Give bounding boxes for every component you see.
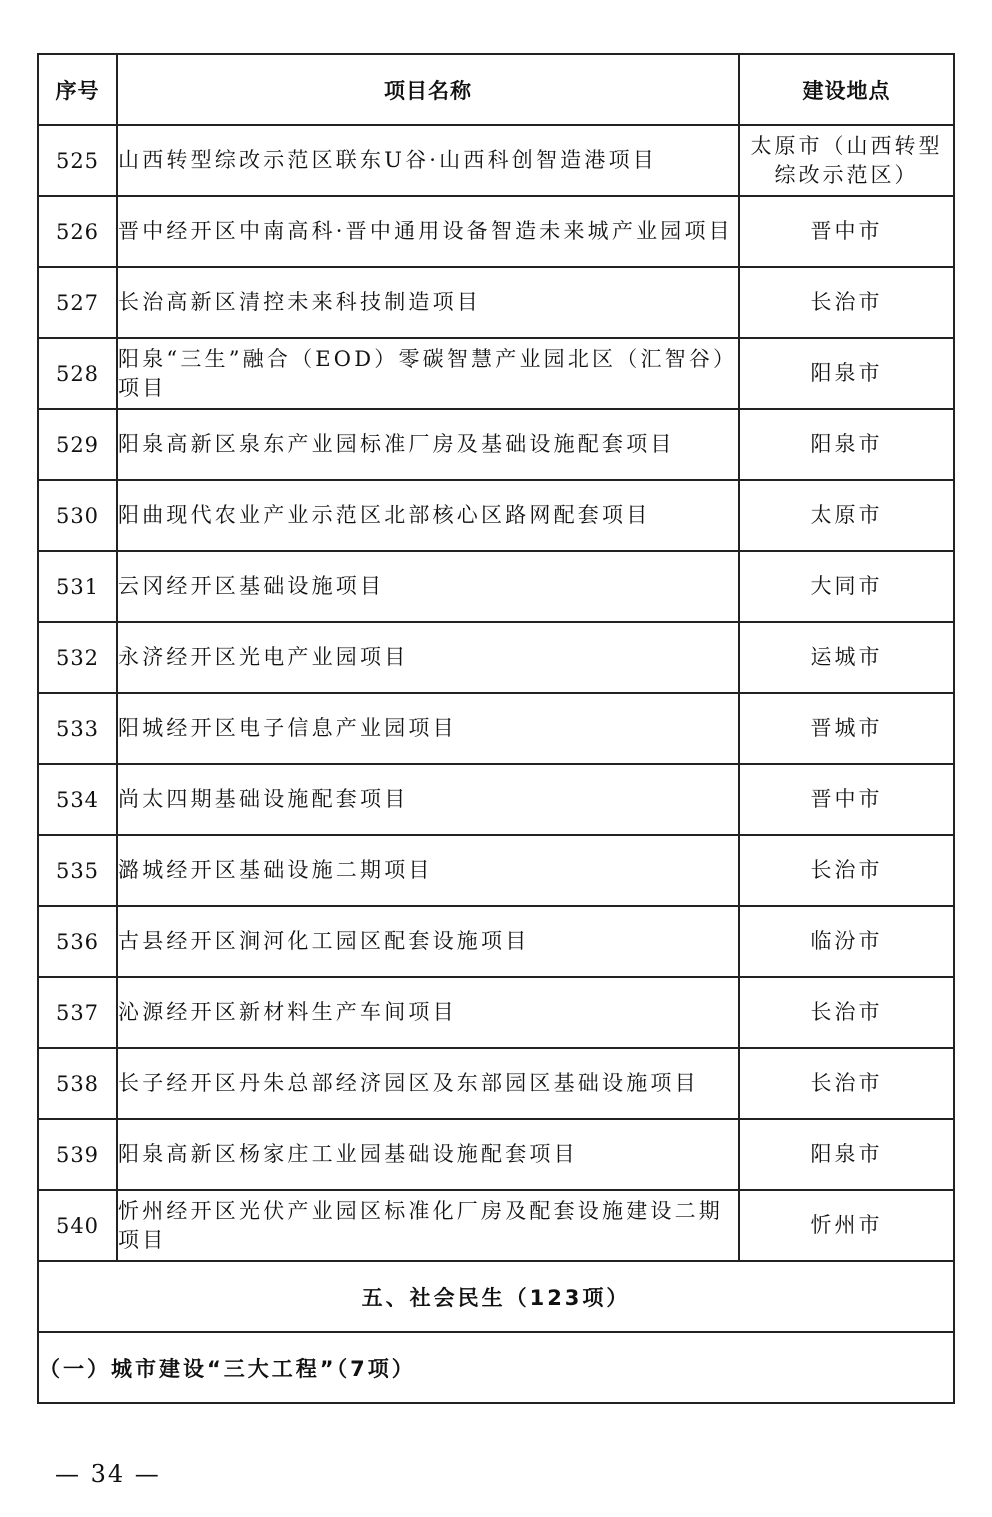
table-body [38,125,954,1403]
table-row [38,1190,954,1261]
row-location: 临汾市 [739,906,954,977]
table-row [38,1119,954,1190]
table-header-row [38,54,954,125]
row-seq: 527 [38,267,117,338]
row-location: 长治市 [739,267,954,338]
row-name: 沁源经开区新材料生产车间项目 [117,977,739,1048]
table-row [38,977,954,1048]
page-number: — 34 — [55,1460,161,1488]
row-location: 忻州市 [739,1190,954,1261]
header-seq: 序号 [38,54,117,125]
project-table [37,53,955,1404]
table-row [38,1048,954,1119]
row-location: 长治市 [739,835,954,906]
row-seq: 540 [38,1190,117,1261]
row-seq: 536 [38,906,117,977]
row-seq: 535 [38,835,117,906]
row-name: 阳曲现代农业产业示范区北部核心区路网配套项目 [117,480,739,551]
row-name: 晋中经开区中南高科·晋中通用设备智造未来城产业园项目 [117,196,739,267]
row-name: 尚太四期基础设施配套项目 [117,764,739,835]
row-seq: 538 [38,1048,117,1119]
row-name: 忻州经开区光伏产业园区标准化厂房及配套设施建设二期项目 [117,1190,739,1261]
row-name: 古县经开区涧河化工园区配套设施项目 [117,906,739,977]
row-seq: 532 [38,622,117,693]
subsection-row [38,1332,954,1403]
row-name: 阳城经开区电子信息产业园项目 [117,693,739,764]
table-row [38,693,954,764]
table-row [38,409,954,480]
row-location: 太原市（山西转型综改示范区） [739,125,954,196]
row-name: 阳泉高新区杨家庄工业园基础设施配套项目 [117,1119,739,1190]
row-location: 大同市 [739,551,954,622]
table-row [38,267,954,338]
row-seq: 539 [38,1119,117,1190]
row-location: 阳泉市 [739,1119,954,1190]
table-row [38,125,954,196]
row-location: 晋城市 [739,693,954,764]
header-name: 项目名称 [117,54,739,125]
row-seq: 525 [38,125,117,196]
table-row [38,622,954,693]
row-seq: 534 [38,764,117,835]
row-name: 长子经开区丹朱总部经济园区及东部园区基础设施项目 [117,1048,739,1119]
row-location: 晋中市 [739,196,954,267]
row-location: 长治市 [739,977,954,1048]
table-row [38,835,954,906]
header-location: 建设地点 [739,54,954,125]
row-name: 永济经开区光电产业园项目 [117,622,739,693]
table-row [38,338,954,409]
subsection-title: （一）城市建设“三大工程”（7项） [38,1332,954,1403]
table-row [38,480,954,551]
row-name: 山西转型综改示范区联东U谷·山西科创智造港项目 [117,125,739,196]
section-title: 五、社会民生（123项） [38,1261,954,1332]
row-name: 潞城经开区基础设施二期项目 [117,835,739,906]
row-seq: 530 [38,480,117,551]
row-name: 长治高新区清控未来科技制造项目 [117,267,739,338]
row-seq: 526 [38,196,117,267]
row-location: 阳泉市 [739,338,954,409]
table-row [38,764,954,835]
row-name: 云冈经开区基础设施项目 [117,551,739,622]
row-name: 阳泉“三生”融合（EOD）零碳智慧产业园北区（汇智谷）项目 [117,338,739,409]
section-row [38,1261,954,1332]
row-seq: 537 [38,977,117,1048]
row-seq: 531 [38,551,117,622]
table-row [38,551,954,622]
row-location: 太原市 [739,480,954,551]
table-row [38,906,954,977]
row-seq: 528 [38,338,117,409]
row-location: 阳泉市 [739,409,954,480]
row-location: 长治市 [739,1048,954,1119]
row-seq: 529 [38,409,117,480]
row-name: 阳泉高新区泉东产业园标准厂房及基础设施配套项目 [117,409,739,480]
table-row [38,196,954,267]
row-location: 晋中市 [739,764,954,835]
row-seq: 533 [38,693,117,764]
row-location: 运城市 [739,622,954,693]
